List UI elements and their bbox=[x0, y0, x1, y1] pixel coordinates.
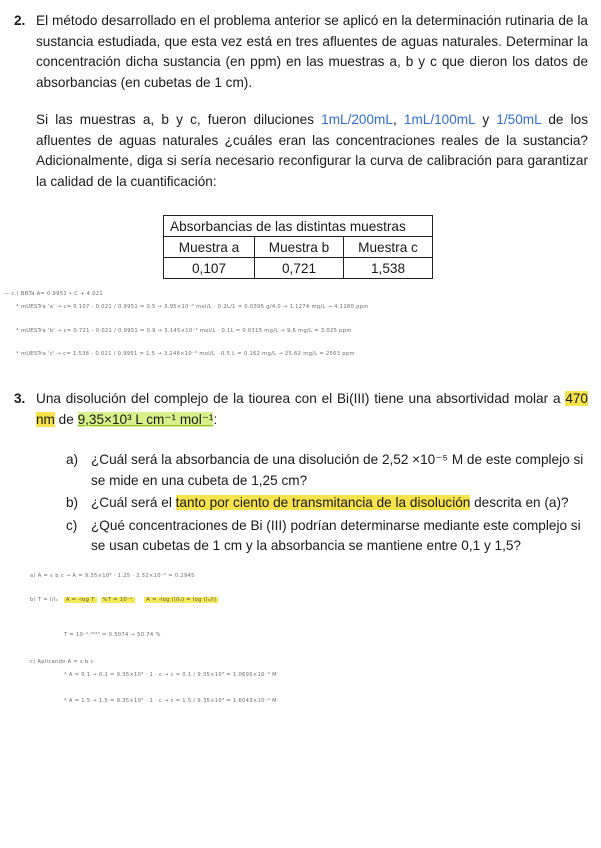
problem-3-questions bbox=[66, 450, 588, 557]
table-header-row bbox=[164, 237, 433, 258]
problem-3 bbox=[14, 389, 588, 430]
paragraph-2-start: Si las muestras a, b y c, fueron diluciones bbox=[36, 112, 322, 127]
problem-2-text bbox=[36, 11, 588, 192]
table-header: Muestra a bbox=[164, 237, 255, 258]
question-label: a) bbox=[66, 452, 79, 467]
paragraph-2-end: de los afluentes de aguas naturales ¿cuáles eran las concentraciones reales de la sustancia? Adicionalmente, diga si sería necesario reconfigurar la curva de calibración para garantizar la calidad de la cuantificación: bbox=[36, 112, 588, 189]
table-cell: 0,721 bbox=[255, 258, 344, 279]
handwritten-answer-b: b) T = I/I₀ A = -log T %T = 10⁻ᴬ A = -log (I/I₀) = log (I₀/I) bbox=[30, 597, 217, 603]
problem-number: 2. bbox=[14, 13, 26, 28]
absorbance-table bbox=[163, 215, 433, 279]
problem-2-paragraph-1: El método desarrollado en el problema anterior se aplicó en la determinación rutinaria de la sustancia estudiada, que esta vez está en tres afluentes de aguas naturales. Determinar la concentración dicha sustancia (en ppm) en las muestras a, b y c que dieron los datos de absorbancias (en cubetas de 1 cm). bbox=[36, 13, 588, 90]
table-header: Muestra c bbox=[344, 237, 433, 258]
problem-3-intro: Una disolución del complejo de la tiourea con el Bi(III) tiene una absortividad molar a 470 nm de 9,35×10³ L cm⁻¹ mol⁻¹: bbox=[36, 391, 588, 427]
handwritten-sample-c: * mUESTra 'c' → c= 1.538 - 0.021 / 0.9951 = 1.5 → 3.248×10⁻³ mol/L · 0.5 L = 0.162 mg/L → 25.62 mg/L = 2563 ppm bbox=[16, 351, 355, 357]
wavelength: 470 nm bbox=[36, 391, 588, 427]
highlighted-phrase: tanto por ciento de transmitancia de la disolución bbox=[175, 495, 471, 510]
table-cell: 0,107 bbox=[164, 258, 255, 279]
handwritten-sample-b: * mUESTra 'b' → c= 0.721 - 0.021 / 0.9951 = 0.9 → 3.145×10⁻³ mol/L · 0.1L = 0.0315 mg/L → 9.6 mg/L = 3.025 ppm bbox=[16, 328, 352, 334]
question-c bbox=[66, 516, 588, 557]
question-a bbox=[66, 450, 588, 491]
dilution-c: 1/50mL bbox=[496, 112, 542, 127]
table-title: Absorbancias de las distintas muestras bbox=[164, 216, 433, 237]
handwritten-answer-c: c) Aplicando A = ε b c bbox=[30, 659, 94, 665]
dilution-a: 1mL/200mL bbox=[321, 112, 393, 127]
problem-2 bbox=[14, 11, 588, 192]
dilution-b: 1mL/100mL bbox=[403, 112, 476, 127]
handwritten-answer-a: a) A = ε b c → A = 9.35×10³ · 1.25 · 2.52×10⁻⁵ = 0.2945 bbox=[30, 573, 195, 579]
table-row bbox=[164, 258, 433, 279]
handwritten-calibration: — c.( BBTa A= 0.9951 • C + 4.021 bbox=[4, 291, 104, 297]
problem-2-paragraph-2: Si las muestras a, b y c, fueron diluciones 1mL/200mL, 1mL/100mL y 1/50mL de los afluentes de aguas naturales ¿cuáles eran las concentraciones reales de la sustancia? Adicionalmente, diga si sería necesario reconfigurar la curva de calibración para garantizar la calidad de la cuantificación: bbox=[36, 112, 588, 189]
problem-number: 3. bbox=[14, 391, 26, 406]
question-b: b) ¿Cuál será el tanto por ciento de transmitancia de la disolución descrita en (a)? bbox=[66, 493, 588, 514]
handwritten-answer-b-result: T = 10⁻⁰·²⁹⁴⁵ = 0.5074 → 50.74 % bbox=[64, 632, 161, 638]
question-label: c) bbox=[66, 517, 78, 533]
handwritten-sample-a: * mUESTra 'a' → c= 0.107 - 0.021 / 0.9951 = 0.5 → 3.95×10⁻⁴ mol/L · 0.2L/1 = 0.0395 g/4.0 → 1.1274 mg/L → 4.1180 ppm bbox=[16, 304, 369, 310]
handwritten-answer-c-max: * A = 1.5 → 1.5 = 9.35×10³ · 1 · c → c = 1.5 / 9.35×10³ = 1.6043×10⁻⁴ M bbox=[64, 698, 277, 704]
question-text: ¿Cuál será la absorbancia de una disolución de 2,52 ×10⁻⁵ M de este complejo si se mide en una cubeta de 1,25 cm? bbox=[91, 452, 584, 488]
question-label: b) bbox=[66, 495, 79, 510]
question-text: ¿Qué concentraciones de Bi (III) podrían determinarse mediante este complejo si se usan cubetas de 1 cm y la absorbancia se mantiene entre 0,1 y 1,5? bbox=[91, 517, 581, 553]
handwritten-answer-c-min: * A = 0.1 → 0.1 = 9.35×10³ · 1 · c → c = 0.1 / 9.35×10³ = 1.0695×10⁻⁵ M bbox=[64, 672, 277, 678]
table-cell: 1,538 bbox=[344, 258, 433, 279]
problem-3-intro-text: Una disolución del complejo de la tiourea con el Bi(III) tiene una absortividad molar a bbox=[36, 391, 566, 406]
table-header: Muestra b bbox=[255, 237, 344, 258]
molar-absorptivity: 9,35×10³ L cm⁻¹ mol⁻¹ bbox=[77, 411, 214, 427]
